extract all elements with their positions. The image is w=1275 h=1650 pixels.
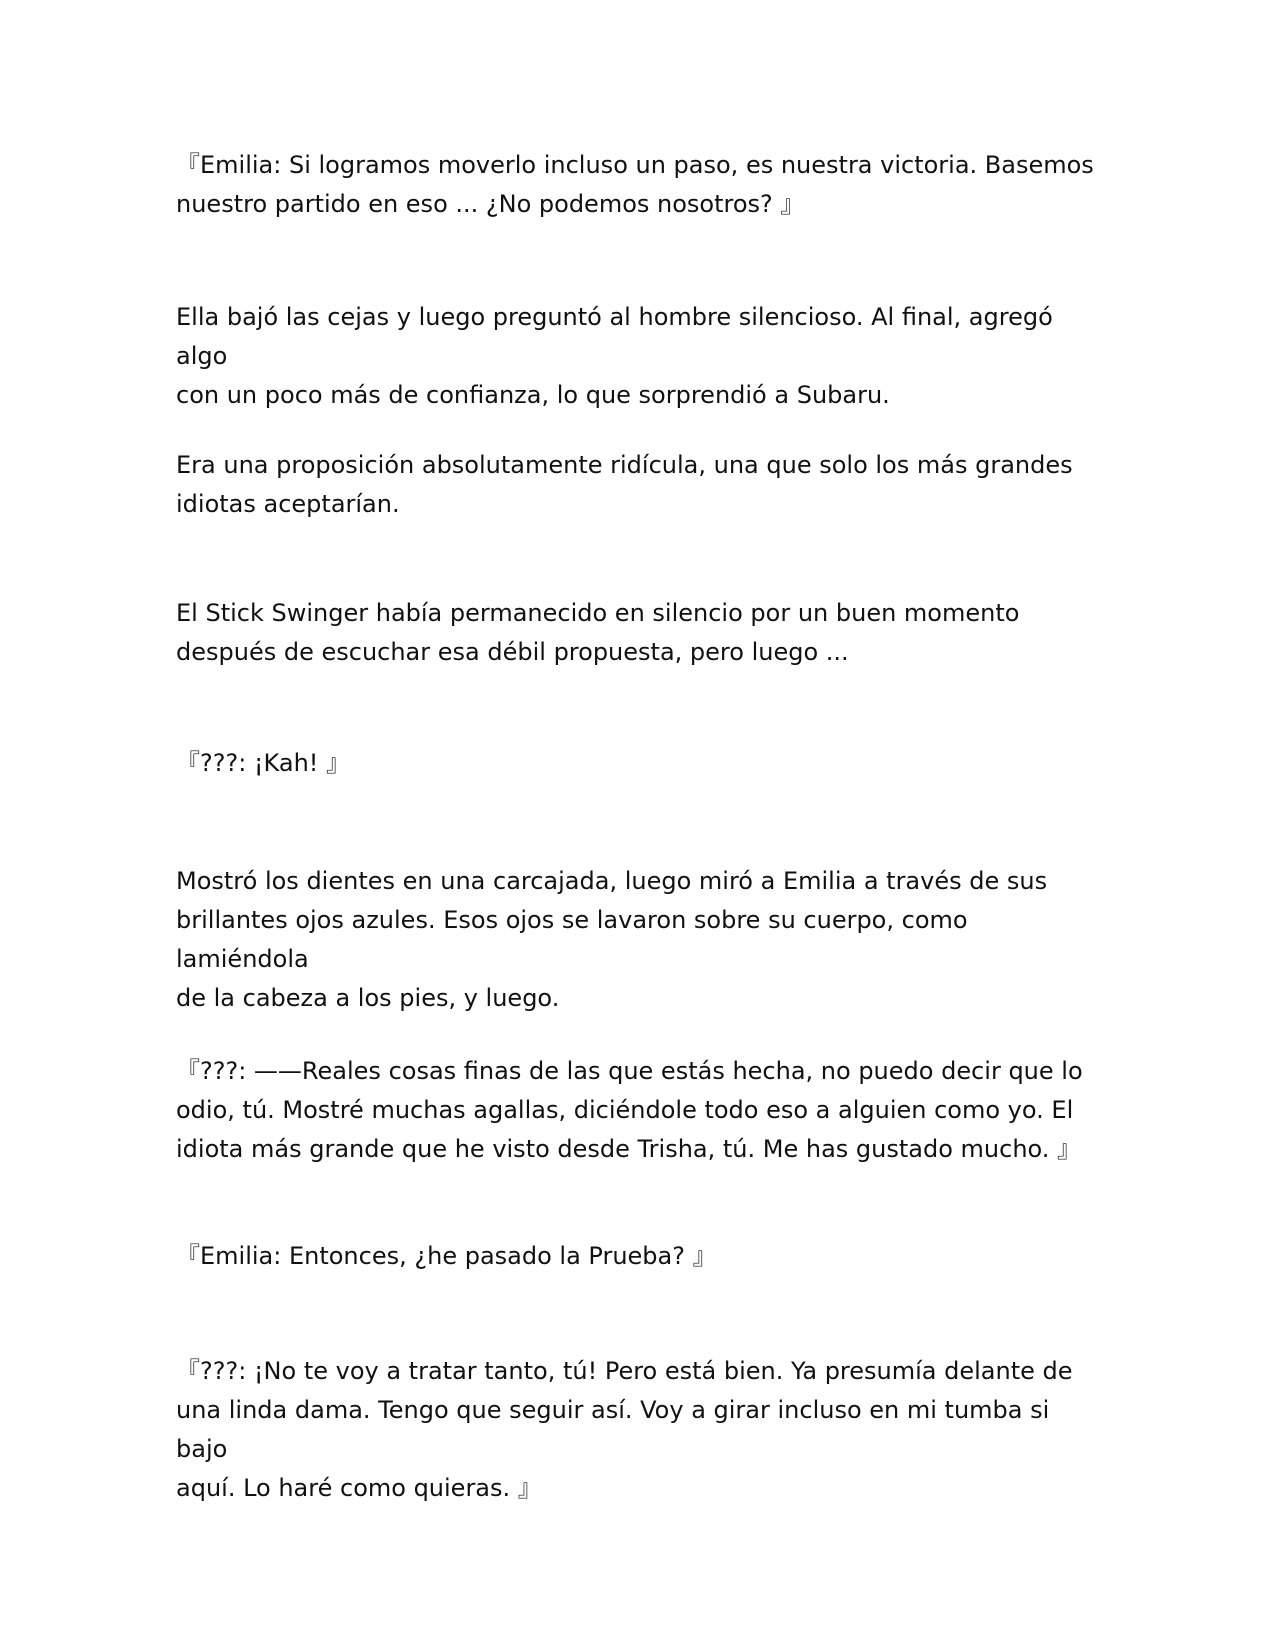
dialogue-paragraph: 『Emilia: Si logramos moverlo incluso un paso, es nuestra victoria. Basemos nuestro partido en eso ... ¿No podemos nosotros? 』 bbox=[176, 151, 1094, 218]
dialogue-paragraph: 『???: ¡Kah! 』 bbox=[176, 749, 351, 777]
narration-paragraph: El Stick Swinger había permanecido en silencio por un buen momento después de escuchar esa débil propuesta, pero luego ... bbox=[176, 599, 1020, 666]
narration-paragraph: Ella bajó las cejas y luego preguntó al hombre silencioso. Al final, agregó algo con un poco más de confianza, lo que sorprendió a Subaru. bbox=[176, 303, 1053, 409]
narration-paragraph: Era una proposición absolutamente ridícula, una que solo los más grandes idiotas aceptarían. bbox=[176, 451, 1073, 518]
dialogue-paragraph: 『???: ¡No te voy a tratar tanto, tú! Pero está bien. Ya presumía delante de una linda dama. Tengo que seguir así. Voy a girar incluso en mi tumba si bajo aquí. Lo haré como quieras. 』 bbox=[176, 1357, 1073, 1502]
dialogue-paragraph: 『Emilia: Entonces, ¿he pasado la Prueba? 』 bbox=[176, 1242, 717, 1270]
dialogue-paragraph: 『???: ——Reales cosas finas de las que estás hecha, no puedo decir que lo odio, tú. Mostré muchas agallas, diciéndole todo eso a alguien como yo. El idiota más grande que he visto desde Trisha, tú. Me has gustado mucho. 』 bbox=[176, 1057, 1083, 1163]
narration-paragraph: Mostró los dientes en una carcajada, luego miró a Emilia a través de sus brillantes ojos azules. Esos ojos se lavaron sobre su cuerpo, como lamiéndola de la cabeza a los pies, y luego. bbox=[176, 867, 1048, 1012]
